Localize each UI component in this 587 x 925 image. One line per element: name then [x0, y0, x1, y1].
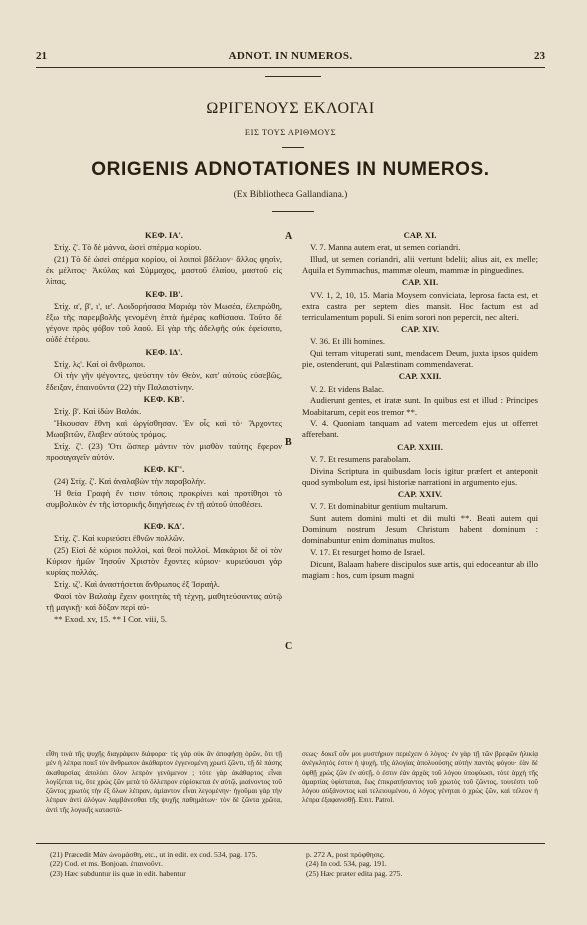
- margin-marker-a: A: [285, 231, 293, 242]
- greek-subtitle: ΕΙΣ ΤΟΥΣ ΑΡΙΘΜΟΥΣ: [244, 127, 337, 137]
- latin-paragraph: Sunt autem domini multi et dii multi **. Beati autem qui Dominum nostrum Jesum Christum habent dominum : dominabuntur enim dominatus multos.: [302, 512, 538, 546]
- page-number-left: 21: [36, 50, 47, 62]
- latin-paragraph: Divina Scriptura in quibusdam locis igitur præfert et anteponit quod symbolum est, ipsi historiæ narrationi in argumento ejus.: [302, 465, 538, 487]
- greek-heading: ΚΕΦ. ΙΔ'.: [145, 346, 183, 357]
- footnote: (21) Præcedit Μάν ὠνομάσθη, etc., ut in edit. ex cod. 534, pag. 175.: [50, 850, 258, 859]
- latin-paragraph: Audierunt gentes, et iratæ sunt. In quibus est et illud : Principes Moabitarum, cepit eos tremor **.: [302, 395, 538, 417]
- latin-heading: CAP. XXII.: [398, 371, 442, 382]
- greek-paragraph: Στίχ. λς'. Καὶ οἱ ἄνθρωποι.: [54, 358, 146, 369]
- greek-commentary-continued: [302, 750, 538, 806]
- latin-paragraph: V. 36. Et illi homines.: [310, 336, 386, 347]
- greek-commentary-continued-text: σεως· δοκεῖ οὖν μοι μυστήριον περιέχειν ὁ λόγος· ἐν γὰρ τῇ τῶν βρεφῶν ἡλικίᾳ ἀνέγκλητός ἐστιν ἡ ψυχὴ, τῆς ἀλογίας ἀπολυούσης αὐτὴν παντὸς φόγου· ἐὰν δὲ ὀφθῇ χρὼς ζῶν ἐν αὐτῇ, ὁ ἐστιν ἐὰν ἀρχὰς τοῦ λόγου ὑποφύωσι, τότε ἀρχὴ τῆς ἁμαρτίας ὑφίσταται, ἕως ἐπικρατήσαντος τοῦ χρωτὸς τοῦ ζῶντος, τουτέστι τοῦ λόγου αὐξάνοντος καὶ τελειουμένου, ὁ λόγος γένηται ὁ χρὼς ζῶν, καὶ τέλεον ἡ λέπρα ἐξαφανισθῇ. Επιτ. Patrol.: [302, 750, 538, 805]
- greek-column: [46, 229, 282, 625]
- greek-paragraph: (21) Τὸ δὲ ὡσεὶ σπέρμα κορίου, οἱ λοιποὶ βδέλιον· ἄλλος φησὶν, ἐκ μέλιτος· Ἀκύλας καὶ Σύμμαχος, μαστοῦ ἐλαίου, μαστοῦ εἰς λίπας.: [46, 253, 282, 287]
- greek-paragraph: Φασὶ τὸν Βαλαὰμ ἔχειν φοιτητὰς τῆ τέχνῃ, μαθητεύσαντας αὐτῷ τῇ μαγικῇ· καὶ δόξαν περὶ αὐ-: [46, 590, 282, 612]
- greek-paragraph: (24) Στίχ. ζ'. Καὶ ἀναλαβὼν τὴν παραβολήν.: [54, 476, 206, 487]
- latin-paragraph: Dicunt, Balaam habere discipulos suæ artis, qui edoceantur ab illo magiam : hos, cum ipsum magni: [302, 558, 538, 580]
- footnotes-left: [46, 850, 282, 878]
- title-divider: [282, 147, 304, 148]
- latin-paragraph: V. 4. Quoniam tanquam ad vatem mercedem ejus ut offerret afferebant.: [302, 418, 538, 440]
- latin-paragraph: V. 7. Manna autem erat, ut semen coriandri.: [310, 242, 461, 253]
- greek-heading: ΚΕΦ. ΚΔ'.: [143, 520, 185, 531]
- footnotes-right: [302, 850, 538, 878]
- latin-heading: CAP. XXIV.: [397, 488, 443, 499]
- latin-heading: CAP. XIV.: [401, 324, 439, 335]
- latin-heading: CAP. XI.: [403, 230, 437, 240]
- latin-paragraph: V. 17. Et resurget homo de Israel.: [310, 546, 425, 557]
- footnote: (23) Hæc subduntur iis quæ in edit. habentur: [50, 868, 186, 878]
- latin-paragraph: V. 7. Et dominabitur gentium multarum.: [310, 501, 448, 512]
- greek-spacer: [46, 511, 282, 520]
- margin-marker-c: C: [285, 641, 293, 652]
- latin-heading: CAP. XXIII.: [397, 441, 443, 452]
- footnote: (24) In cod. 534, pag. 191.: [306, 859, 387, 869]
- greek-commentary-text: εἶθη τινὰ τῆς ψυχῆς διαγράφειν διάφορα· τίς γὰρ οὐκ ἂν ἀποφήσῃ ὁρῶν, ὅτι τῇ μὲν ἡ λέπρα ποιεῖ τὸν ἄνθρωπον ἀκάθαρτον ἐγγενομένη χρωτὶ ζῶντι, τῇ δὲ πάσης ἀκαθαρσίας ἀπολύει ὅλον λεπρὸν γενόμενον ; τότε γὰρ ἀκάθαρτος εἶναι λογίζεται τις, ὅτε χρὼς ζῶν μετὰ τὸ ὅλλεπρον εὑρίσκεται ἐν αὐτῷ, μιαίνοντος τοῦ ζῶντος χρωτὸς τὴν ἐξ ὅλων λέπραν, ἀμίαντον εἶναι λεγομένην· ἡγοῦμαι γὰρ τὴν λέπραν ἀντὶ ἀλόγων λαμβάνεσθαι τῆς ψυχῆς παθημάτων· τὸν δὲ ζῶντα χρῶτα, ἀντὶ τῆς λογικῆς καταστά-: [46, 750, 282, 814]
- greek-heading: ΚΕΦ. ΚΒ'.: [143, 393, 185, 404]
- greek-paragraph: Οἱ τὴν γῆν ψέγοντες, ψεύστην τὸν Θεὸν, κατ' αὐτοὺς εὐσεβῶς, ἔδειξαν, ἐπαινοῦντα (22) τὴν Παλαιστίνην.: [46, 370, 282, 392]
- latin-title: ORIGENIS ADNOTATIONES IN NUMEROS.: [91, 159, 490, 180]
- latin-paragraph: VV. 1, 2, 10, 15. Maria Moysem conviciata, leprosa facta est, et extra castra per septem dies mansit. Hoc factum est ad terriculamentum populi. Si enim sorori non pepercit, nec alteri.: [302, 289, 538, 322]
- latin-heading: CAP. XII.: [401, 277, 439, 288]
- latin-paragraph: V. 2. Et videns Balac.: [310, 383, 385, 394]
- latin-paragraph: Illud, ut semen coriandri, alii vertunt bdelii; alius ait, ex melle; Aquila et Symmachus, mammæ oleum, mammæ in pinguedines.: [302, 253, 538, 276]
- footnote-rule: [36, 843, 545, 844]
- greek-heading: ΚΕΦ. ΚΓ'.: [143, 464, 185, 475]
- greek-paragraph: Ἡ θεία Γραφὴ ἔν τισιν τόποις προκρίνει καὶ προτίθησι τὸ συμβολικὸν ἐν τῆς ἱστορικῆς διηγήσεως ἐν τῇ αὐτοῦ ὑποθέσει.: [46, 487, 282, 510]
- running-header: [36, 50, 545, 64]
- header-short-rule: [265, 76, 321, 77]
- running-title: ADNOT. IN NUMEROS.: [228, 50, 353, 62]
- greek-paragraph: Στίχ. β'. Καὶ ἰδὼν Βαλάκ.: [54, 406, 142, 417]
- margin-marker-b: B: [285, 437, 292, 448]
- greek-paragraph: Στίχ. α', β', ι', ιε'. Λοιδορήσασα Μαριὰμ τὸν Μωσέα, ἐλεπρώθη, ἔξω τῆς παρεμβολῆς γενομένη ἑπτὰ ἡμέρας καθίσασα. Τοῦτο δὲ γέγονε πρὸς φόβον τοῦ λαοῦ. Εἰ γὰρ τῆς ἀδελφῆς οὐκ ἐφείσατο, οὐδὲ ἑτέρου.: [46, 300, 282, 345]
- greek-paragraph: Στίχ. ζ'. Καὶ κυριεύσει ἐθνῶν πολλῶν.: [54, 533, 185, 544]
- greek-commentary: [46, 750, 282, 815]
- footnote: (25) Hæc præter edita pag. 275.: [306, 868, 403, 878]
- footnote: p. 272 A, post πρόφθησις.: [306, 850, 385, 859]
- greek-paragraph: Στίχ. ιζ'. Καὶ ἀναστήσεται ἄνθρωπος ἐξ Ἰσραήλ.: [54, 578, 220, 589]
- greek-heading: ΚΕΦ. ΙΒ'.: [145, 288, 183, 299]
- greek-heading: ΚΕΦ. ΙΑ'.: [145, 230, 183, 240]
- greek-paragraph: Στίχ. ζ'. (23) Ὅτι ὥσπερ μάντιν τὸν μισθὸν ταύτης ἔφερον προσαγαγεῖν αὐτόν.: [46, 440, 282, 462]
- header-rule: [36, 67, 545, 68]
- page-number-right: 23: [534, 50, 545, 62]
- source-divider: [272, 211, 314, 212]
- latin-paragraph: Qui terram vituperati sunt, mendacem Deum, juxta ipsos quidem pie, ostenderunt, qui Palæstinam commendaverat.: [302, 348, 538, 370]
- greek-paragraph: Ἤκουσαν ἔθνη καὶ ὠργίσθησαν. Ἐν οἷς καὶ τό· Ἄρχοντες Μωαβιτῶν, ἔλαβεν αὐτοὺς τρόμος.: [46, 417, 282, 439]
- greek-title: ΩΡΙΓΕΝΟΥΣ ΕΚΛΟΓΑΙ: [206, 100, 375, 117]
- source-note: (Ex Bibliotheca Gallandiana.): [233, 190, 348, 200]
- greek-paragraph: ** Exod. xv, 15. ** I Cor. viii, 5.: [54, 613, 168, 624]
- latin-column: [302, 229, 538, 582]
- greek-paragraph: Στίχ. ζ'. Τὸ δὲ μάννα, ὡσεὶ σπέρμα κορίου.: [54, 242, 202, 253]
- footnote: (22) Cod. et ms. Bonjoan. ἐπαινοῦντ.: [50, 859, 163, 869]
- latin-paragraph: V. 7. Et resumens parabolam.: [310, 453, 411, 464]
- greek-paragraph: (25) Εἰσὶ δὲ κύριοι πολλοὶ, καὶ θεοὶ πολλοί. Μακάριοι δὲ οἱ τὸν Κύριον ἡμῶν Ἰησοῦν Χριστὸν ἔχοντες κύριον· κυριεύουσι γὰρ κυρίας πολλάς.: [46, 544, 282, 578]
